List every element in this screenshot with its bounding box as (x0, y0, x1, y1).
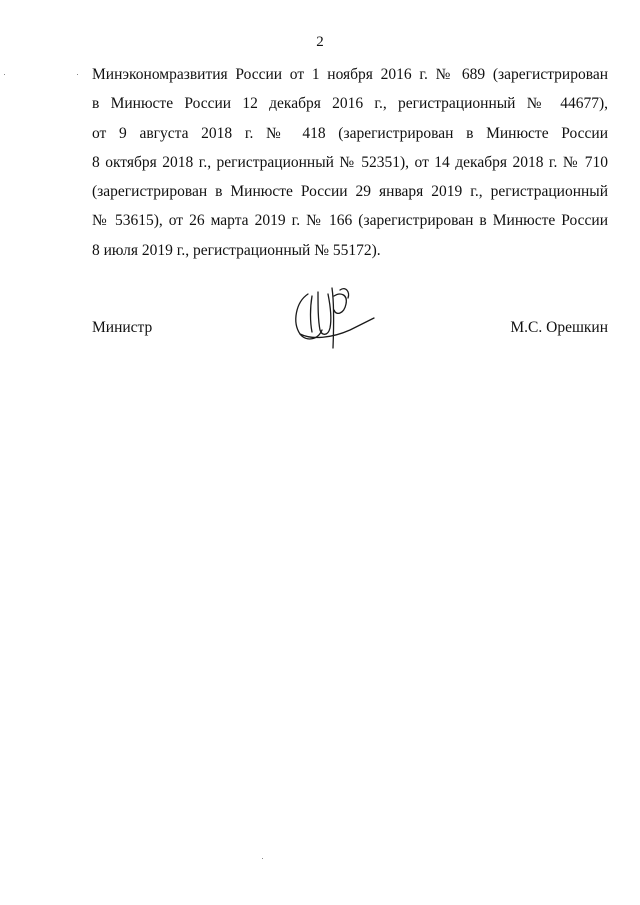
handwritten-signature (288, 282, 378, 352)
signatory-name: М.С. Орешкин (510, 319, 608, 336)
body-line-last: 8 июля 2019 г., регистрационный № 55172). (92, 241, 381, 259)
page-number: 2 (316, 34, 324, 50)
body-paragraph (92, 65, 608, 270)
scan-speck (4, 74, 5, 75)
scan-speck (77, 74, 78, 75)
body-line: 8 октября 2018 г., регистрационный № 52351), от 14 декабря 2018 г. № 710 (92, 153, 608, 171)
body-line: (зарегистрирован в Минюсте России 29 января 2019 г., регистрационный (92, 183, 608, 201)
body-line: № 53615), от 26 марта 2019 г. № 166 (зарегистрирован в Минюсте России (92, 212, 608, 230)
signatory-title: Министр (92, 319, 153, 336)
body-line: Минэкономразвития России от 1 ноября 2016 г. № 689 (зарегистрирован (92, 66, 608, 83)
scan-speck (262, 858, 263, 859)
body-line: в Минюсте России 12 декабря 2016 г., регистрационный № 44677), (92, 95, 608, 113)
body-line: от 9 августа 2018 г. № 418 (зарегистрирован в Минюсте России (92, 124, 608, 142)
